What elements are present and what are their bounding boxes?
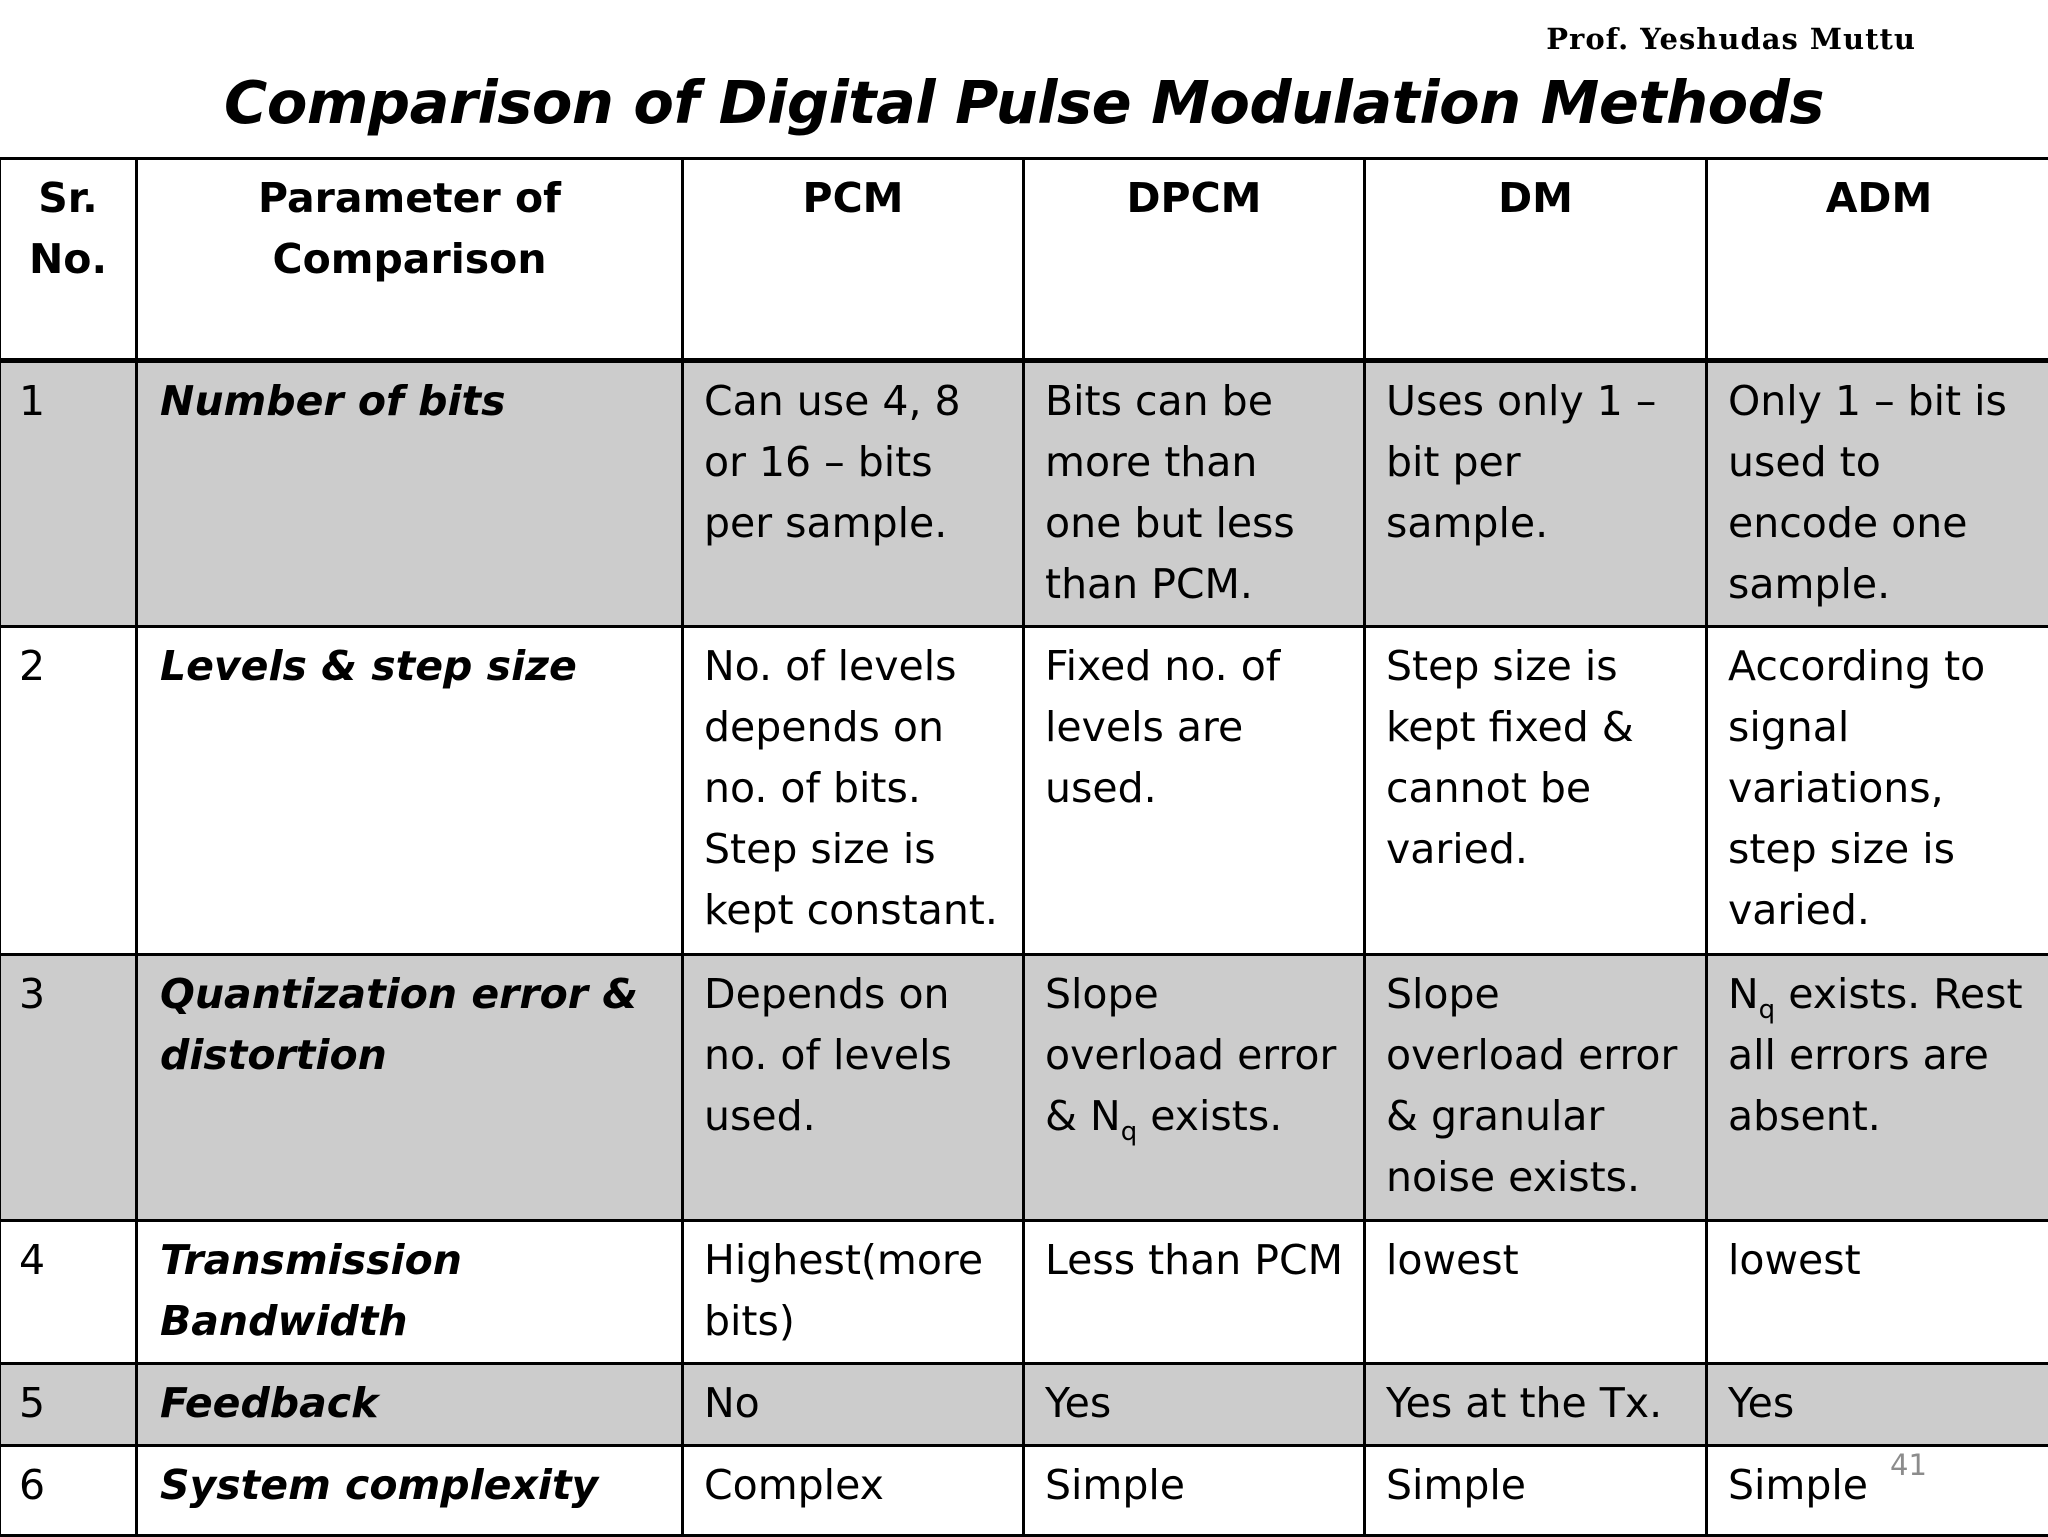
cell-adm: According to signal variations, step size is varied. [1707, 627, 2048, 955]
cell-adm: Yes [1707, 1364, 2048, 1446]
nq-subscript: q [1121, 1117, 1138, 1147]
cell-dm: Slope overload error & granular noise exists. [1365, 955, 1707, 1221]
cell-dm: Step size is kept fixed & cannot be varied. [1365, 627, 1707, 955]
row-sr: 2 [0, 627, 137, 955]
cell-dpcm: Bits can be more than one but less than PCM. [1024, 361, 1365, 627]
header-adm: ADM [1707, 159, 2048, 361]
row-parameter: System complexity [137, 1446, 683, 1536]
cell-dm: Uses only 1 – bit per sample. [1365, 361, 1707, 627]
author-name: Prof. Yeshudas Muttu [1546, 22, 1916, 56]
cell-dpcm: Less than PCM [1024, 1221, 1365, 1364]
cell-dm: Yes at the Tx. [1365, 1364, 1707, 1446]
cell-dpcm: Yes [1024, 1364, 1365, 1446]
cell-adm-text-end: exists. Rest all errors are absent. [1728, 970, 2023, 1140]
page-title: Comparison of Digital Pulse Modulation Methods [0, 68, 2048, 137]
table-row [0, 627, 2048, 955]
cell-dpcm: Fixed no. of levels are used. [1024, 627, 1365, 955]
row-sr: 4 [0, 1221, 137, 1364]
row-parameter: Levels & step size [137, 627, 683, 955]
row-sr: 5 [0, 1364, 137, 1446]
cell-dm: lowest [1365, 1221, 1707, 1364]
cell-pcm: Complex [683, 1446, 1024, 1536]
cell-dpcm-text: Slope overload error & N [1045, 970, 1336, 1140]
header-parameter: Parameter of Comparison [137, 159, 683, 361]
table-row [0, 1221, 2048, 1364]
table-row [0, 955, 2048, 1221]
cell-dm: Simple [1365, 1446, 1707, 1536]
cell-adm: lowest [1707, 1221, 2048, 1364]
nq-subscript: q [1759, 995, 1776, 1025]
row-sr: 6 [0, 1446, 137, 1536]
cell-pcm: No [683, 1364, 1024, 1446]
cell-adm: Only 1 – bit is used to encode one sample. [1707, 361, 2048, 627]
cell-dpcm: Simple [1024, 1446, 1365, 1536]
cell-pcm: No. of levels depends on no. of bits. Step size is kept constant. [683, 627, 1024, 955]
header-pcm: PCM [683, 159, 1024, 361]
cell-pcm: Depends on no. of levels used. [683, 955, 1024, 1221]
cell-dpcm [1024, 955, 1365, 1221]
header-dm: DM [1365, 159, 1707, 361]
row-parameter: Feedback [137, 1364, 683, 1446]
row-parameter: Quantization error & distortion [137, 955, 683, 1221]
cell-dpcm-text-end: exists. [1137, 1092, 1282, 1140]
slide-number: 41 [1890, 1448, 1927, 1482]
header-sr-no: Sr. No. [0, 159, 137, 361]
cell-adm: Simple [1707, 1446, 2048, 1536]
table-row [0, 1364, 2048, 1446]
cell-pcm: Highest(more bits) [683, 1221, 1024, 1364]
cell-adm [1707, 955, 2048, 1221]
table-header-row [0, 159, 2048, 361]
table-row [0, 361, 2048, 627]
row-sr: 3 [0, 955, 137, 1221]
cell-pcm: Can use 4, 8 or 16 – bits per sample. [683, 361, 1024, 627]
row-parameter: Transmission Bandwidth [137, 1221, 683, 1364]
row-parameter: Number of bits [137, 361, 683, 627]
table-row [0, 1446, 2048, 1536]
row-sr: 1 [0, 361, 137, 627]
cell-adm-text: N [1728, 970, 1759, 1018]
header-dpcm: DPCM [1024, 159, 1365, 361]
comparison-table [0, 157, 2048, 1537]
